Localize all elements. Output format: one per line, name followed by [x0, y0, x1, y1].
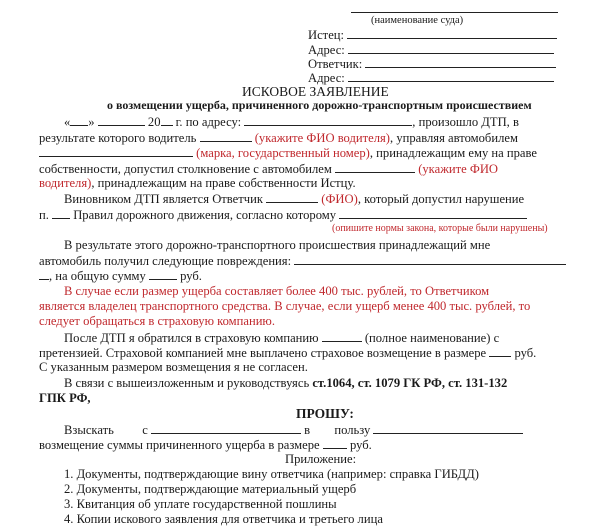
body-line-7: п. Правил дорожного движения, согласно которому [39, 207, 527, 223]
body-line-3: (марка, государственный номер), принадлежащим ему на праве [39, 145, 537, 161]
appendix-item: 4. Копии искового заявления для ответчика и третьего лица [64, 512, 383, 526]
damage-sum-field[interactable] [149, 268, 177, 280]
document-subtitle: о возмещении ущерба, причиненного дорожно-транспортным происшествием [107, 98, 532, 112]
appendix-item: 3. Квитанция об уплате государственной пошлины [64, 497, 337, 511]
defendant-field[interactable] [365, 56, 556, 68]
claim-sum-field[interactable] [323, 437, 347, 449]
plaintiff-address-label: Адрес: [308, 43, 345, 57]
body-line-17: С указанным размером возмещения я не согласен. [39, 360, 308, 374]
defendant-address-label: Адрес: [308, 71, 345, 85]
note-line-1: В случае если размер ущерба составляет более 400 тыс. рублей, то Ответчиком [64, 284, 490, 298]
request-heading: ПРОШУ: [296, 406, 354, 421]
defendant-address-field[interactable] [348, 70, 554, 82]
appendix-item: 2. Документы, подтверждающие материальный ущерб [64, 482, 357, 496]
body-line-1: « » 20 г. по адресу: , произошло ДТП, в [64, 115, 519, 129]
body-line-2: результате которого водитель (укажите ФИО водителя), управляя автомобилем [39, 131, 518, 145]
request-line-2: возмещение суммы причиненного ущерба в размере руб. [39, 438, 372, 452]
plaintiff-field[interactable] [347, 27, 557, 39]
note-line-2: является владелец транспортного средства. В случае, если ущерб менее 400 тыс. рублей, то [39, 299, 531, 313]
document-title: ИСКОВОЕ ЗАЯВЛЕНИЕ [242, 84, 389, 99]
defendant-recover-field[interactable] [151, 422, 301, 434]
court-name-caption: (наименование суда) [371, 15, 464, 26]
body-line-4: собственности, допустил столкновение с автомобилем (укажите ФИО [39, 162, 499, 176]
accident-address-field[interactable] [244, 114, 412, 126]
appendix-heading: Приложение: [285, 452, 357, 466]
plaintiff-row [308, 27, 557, 43]
body-line-15: После ДТП я обратился в страховую компанию (полное наименование) с [64, 331, 500, 345]
damage-field[interactable] [294, 253, 566, 265]
plaintiff-address-field[interactable] [348, 42, 554, 54]
body-line-11: , на общую сумму руб. [39, 268, 202, 284]
body-line-10: автомобиль получил следующие повреждения: [39, 253, 566, 269]
body-line-18: В связи с вышеизложенным и руководствуясь ст.1064, ст. 1079 ГК РФ, ст. 131-132 [64, 376, 508, 390]
beneficiary-field[interactable] [373, 422, 523, 434]
appendix-item: 1. Документы, подтверждающие вину ответчика (например: справка ГИБДД) [64, 467, 479, 481]
insurance-paid-field[interactable] [489, 345, 511, 357]
body-line-6: Виновником ДТП является Ответчик (ФИО), который допустил нарушение [64, 192, 525, 206]
note-line-3: следует обращаться в страховую компанию. [39, 314, 275, 328]
plaintiff-label: Истец: [308, 28, 345, 42]
body-line-5: водителя), принадлежащим на праве собственности Истцу. [39, 176, 356, 190]
body-line-8: (опишите нормы закона, которые были нарушены) [332, 223, 548, 234]
body-line-9: В результате этого дорожно-транспортного происшествия принадлежащий мне [64, 238, 491, 252]
body-line-16: претензией. Страховой компанией мне выплачено страховое возмещение в размере руб. [39, 346, 537, 360]
insurer-field[interactable] [322, 330, 362, 342]
request-line-1: Взыскать с в пользу [64, 422, 523, 438]
defendant-label: Ответчик: [308, 57, 363, 71]
body-line-19: ГПК РФ, [39, 391, 91, 405]
